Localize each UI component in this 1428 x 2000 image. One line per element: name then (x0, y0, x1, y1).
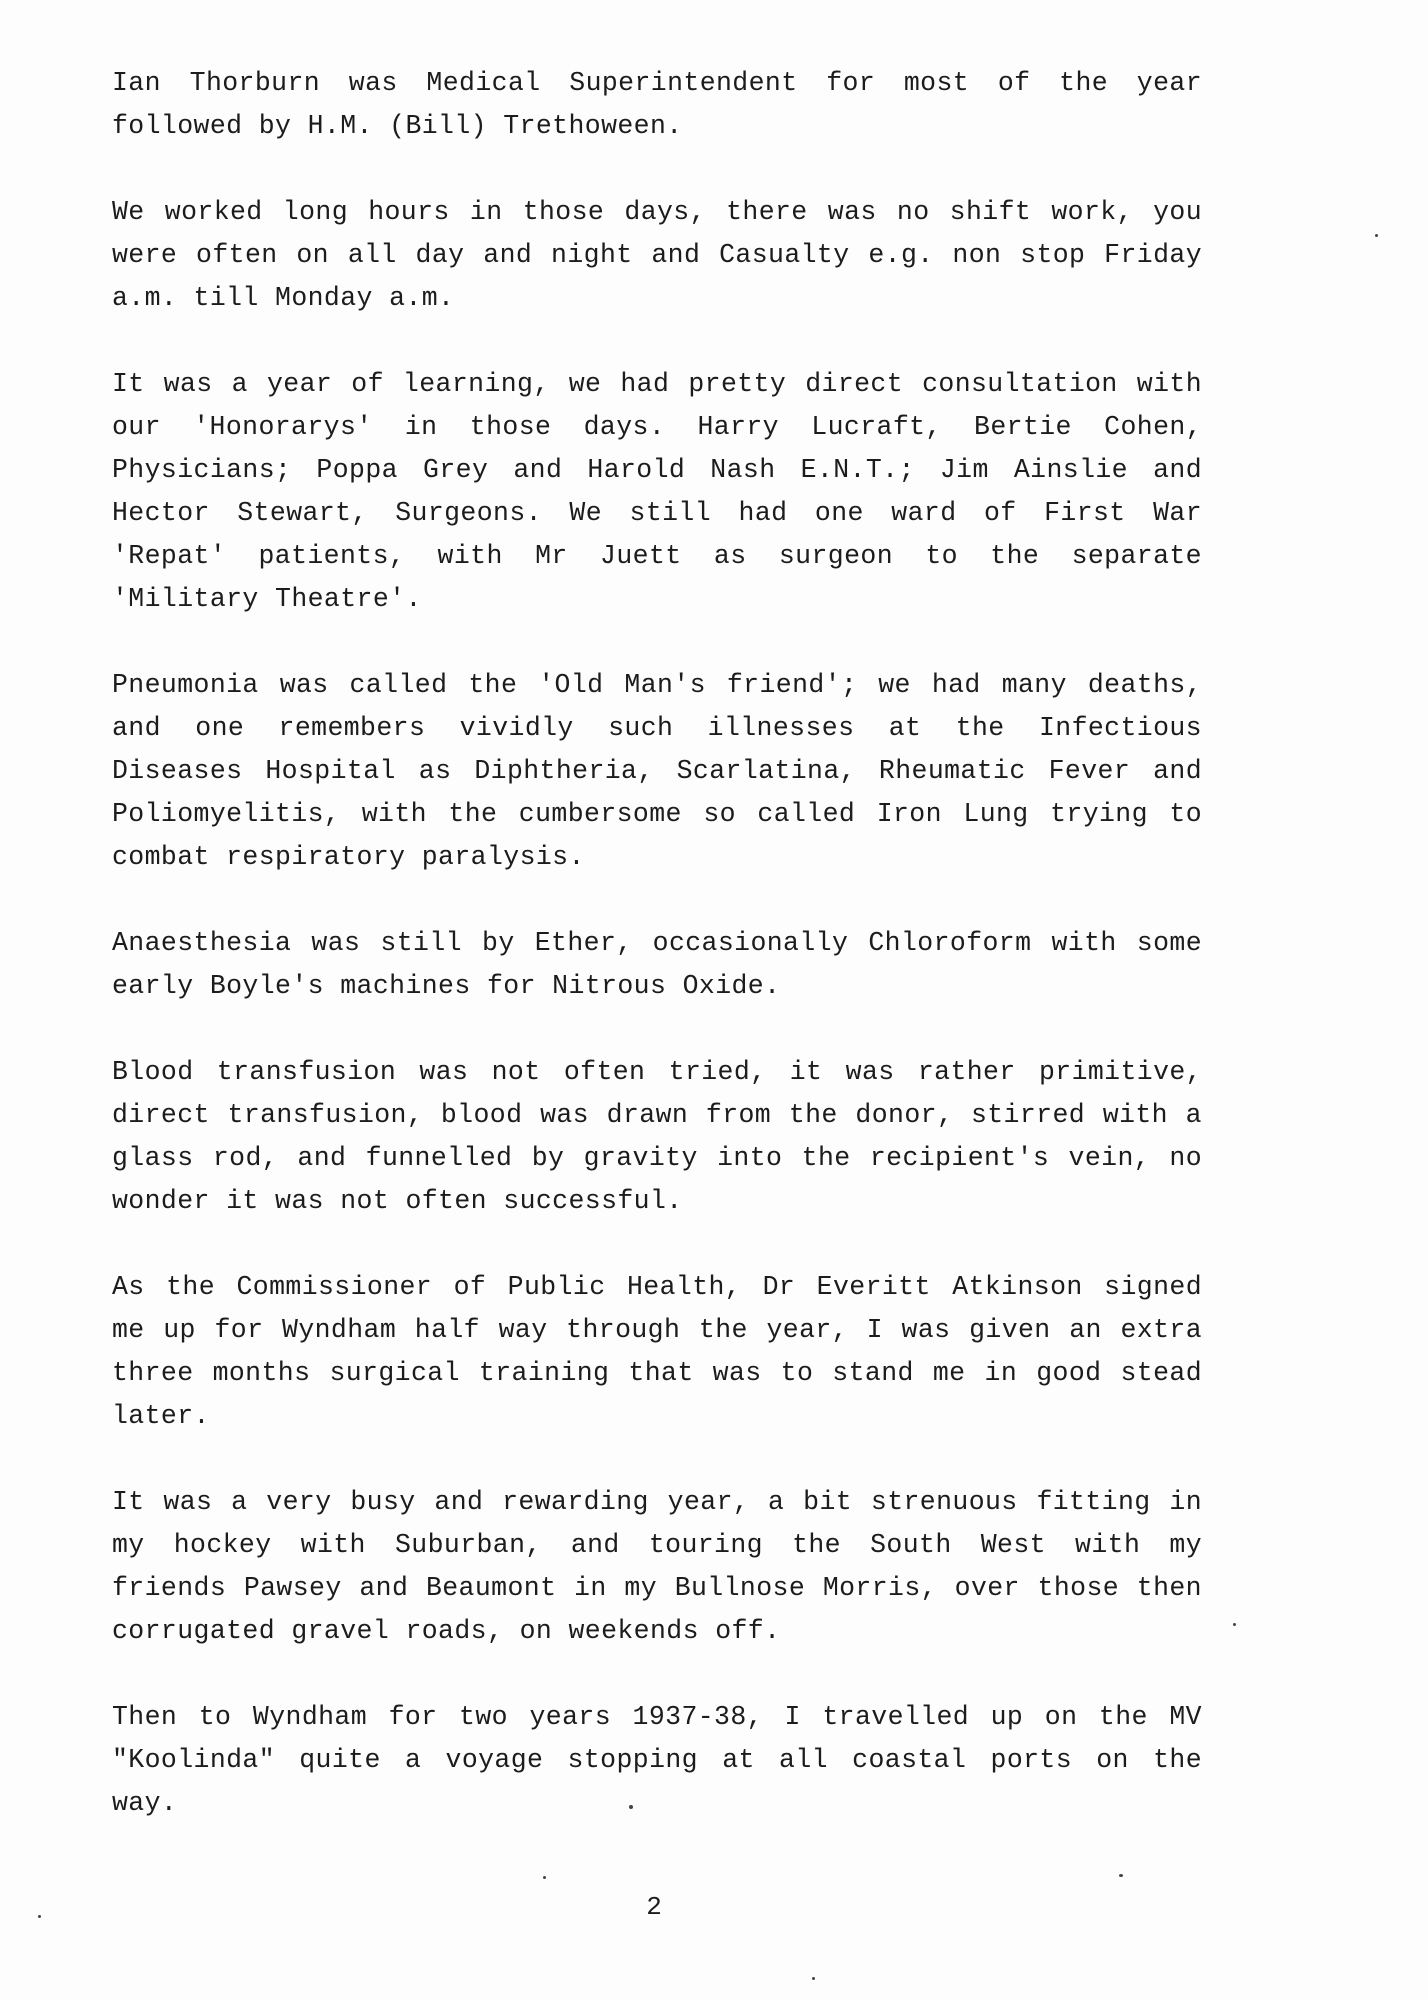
scan-speck (629, 1805, 633, 1809)
paragraph-pneumonia: Pneumonia was called the 'Old Man's friend'; we had many deaths, and one remembers vividly such illnesses at the Infectious Diseases Hospital as Diphtheria, Scarlatina, Rheumatic Fever and Poliomyelitis, with the cumbersome so called Iron Lung trying to combat respiratory paralysis. (112, 670, 1202, 872)
paragraph-honorarys: It was a year of learning, we had pretty direct consultation with our 'Honorarys' in those days. Harry Lucraft, Bertie Cohen, Physicians; Poppa Grey and Harold Nash E.N.T.; Jim Ainslie and Hector Stewart, Surgeons. We still had one ward of First War 'Repat' patients, with Mr Juett as surgeon to the separate 'Military Theatre'. (112, 369, 1202, 614)
page-number: 2 (646, 1892, 662, 1922)
scan-speck (1375, 234, 1378, 237)
paragraph-working-hours: We worked long hours in those days, there was no shift work, you were often on all day and night and Casualty e.g. non stop Friday a.m. till Monday a.m. (112, 197, 1202, 313)
scan-speck (812, 1977, 815, 1980)
scan-speck (1233, 1623, 1236, 1626)
paragraph-blood-transfusion: Blood transfusion was not often tried, it was rather primitive, direct transfusion, blood was drawn from the donor, stirred with a glass rod, and funnelled by gravity into the recipient's vein, no wonder it was not often successful. (112, 1057, 1202, 1216)
scan-speck (543, 1876, 546, 1879)
paragraph-superintendent: Ian Thorburn was Medical Superintendent for most of the year followed by H.M. (Bill) Trethoween. (112, 68, 1202, 141)
paragraph-busy-year: It was a very busy and rewarding year, a bit strenuous fitting in my hockey with Suburban, and touring the South West with my friends Pawsey and Beaumont in my Bullnose Morris, over those then corrugated gravel roads, on weekends off. (112, 1487, 1202, 1646)
scan-speck (1119, 1874, 1123, 1877)
scan-speck (38, 1915, 41, 1918)
paragraph-commissioner: As the Commissioner of Public Health, Dr Everitt Atkinson signed me up for Wyndham half way through the year, I was given an extra three months surgical training that was to stand me in good stead later. (112, 1272, 1202, 1431)
document-body (112, 62, 1202, 1868)
paragraph-anaesthesia: Anaesthesia was still by Ether, occasionally Chloroform with some early Boyle's machines for Nitrous Oxide. (112, 928, 1202, 1001)
paragraph-wyndham: Then to Wyndham for two years 1937-38, I travelled up on the MV "Koolinda" quite a voyage stopping at all coastal ports on the way. (112, 1702, 1202, 1818)
